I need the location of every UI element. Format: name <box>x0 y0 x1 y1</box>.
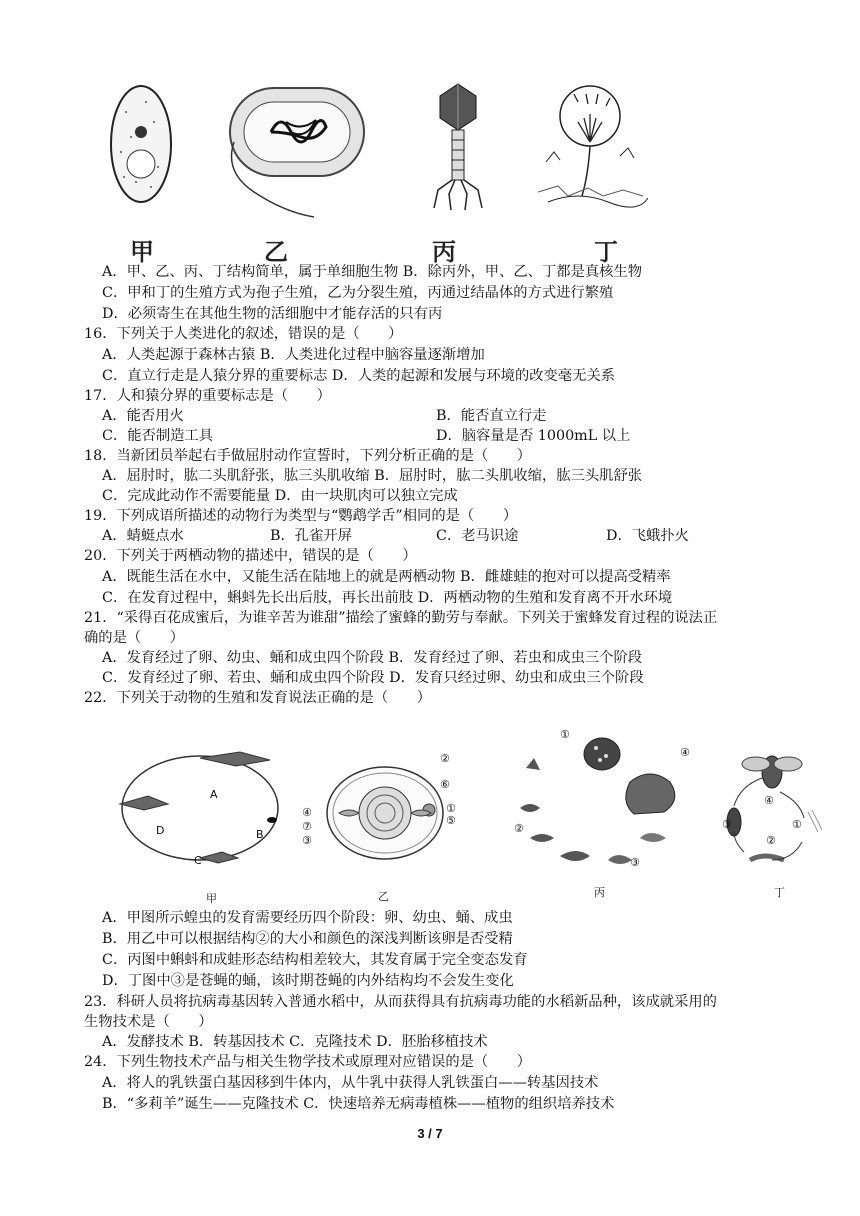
jia-mark-d: D <box>156 824 165 837</box>
q17-option-a: A．能否用火 <box>102 408 184 424</box>
q15-option-c: C．甲和丁的生殖方式为孢子生殖，乙为分裂生殖，丙通过结晶体的方式进行繁殖 <box>102 285 614 301</box>
q21-stem-line2: 确的是（ ） <box>84 630 185 646</box>
ding-mark-3: ③ <box>722 818 732 831</box>
development-figure <box>100 718 830 905</box>
q22-option-d: D．丁图中③是苍蝇的蛹，该时期苍蝇的内外结构均不会发生变化 <box>102 973 514 989</box>
ding-mark-2: ② <box>766 834 776 847</box>
q18-stem: 18．当新团员举起右手做屈肘动作宣誓时，下列分析正确的是（ ） <box>84 448 532 464</box>
q18-option-ab: A．屈肘时，肱二头肌舒张，肱三头肌收缩 B．屈肘时，肱二头肌收缩，肱三头肌舒张 <box>102 468 643 484</box>
q23-options: A．发酵技术 B．转基因技术 C．克隆技术 D．胚胎移植技术 <box>102 1034 488 1050</box>
yi-mark-1: ① <box>446 802 456 815</box>
q21-stem-line1: 21．“采得百花成蜜后，为谁辛苦为谁甜”描绘了蜜蜂的勤劳与奉献。下列关于蜜蜂发育过程的说法正 <box>84 610 718 626</box>
figure-mid-label-jia: 甲 <box>206 892 217 905</box>
q21-option-ab: A．发育经过了卵、幼虫、蛹和成虫四个阶段 B．发育经过了卵、若虫和成虫三个阶段 <box>102 650 643 666</box>
figure-mid-label-bing: 丙 <box>594 886 605 899</box>
figure-label-bing: 丙 <box>432 238 456 266</box>
bing-mark-1: ① <box>560 728 570 741</box>
q22-stem: 22．下列关于动物的生殖和发育说法正确的是（ ） <box>84 690 432 706</box>
q21-option-cd: C．发育经过了卵、若虫、蛹和成虫四个阶段 D．发育只经过卵、幼虫和成虫三个阶段 <box>102 670 644 686</box>
q19-option-d: D．飞蛾扑火 <box>606 528 689 544</box>
yeast-cell-illustration <box>106 82 176 212</box>
microorganism-figure <box>88 82 768 266</box>
ding-mark-4: ④ <box>764 794 774 807</box>
q19-option-b: B．孔雀开屏 <box>270 528 352 544</box>
q18-option-cd: C．完成此动作不需要能量 D．由一块肌肉可以独立完成 <box>102 488 458 504</box>
figure-label-jia: 甲 <box>130 238 154 266</box>
q23-stem-line1: 23．科研人员将抗病毒基因转入普通水稻中，从而获得具有抗病毒功能的水稻新品种，该成就采用的 <box>84 994 717 1010</box>
yi-mark-3: ③ <box>302 834 312 847</box>
bing-mark-4: ④ <box>680 746 690 759</box>
q24-option-a: A．将人的乳铁蛋白基因移到牛体内，从牛乳中获得人乳铁蛋白——转基因技术 <box>102 1075 599 1091</box>
q24-stem: 24．下列生物技术产品与相关生物学技术或原理对应错误的是（ ） <box>84 1054 532 1070</box>
q16-stem: 16．下列关于人类进化的叙述，错误的是（ ） <box>84 326 403 342</box>
yi-mark-5: ⑤ <box>446 814 456 827</box>
q20-option-cd: C．在发育过程中，蝌蚪先长出后肢，再长出前肢 D．两栖动物的生殖和发育离不开水环境 <box>102 590 673 606</box>
yi-mark-4: ④ <box>302 806 312 819</box>
figure-mid-label-ding: 丁 <box>774 886 785 899</box>
mold-illustration <box>538 82 648 212</box>
jia-mark-c: C <box>194 854 202 867</box>
figure-label-ding: 丁 <box>594 238 618 266</box>
q19-option-c: C．老马识途 <box>436 528 519 544</box>
q19-option-a: A．蜻蜓点水 <box>102 528 184 544</box>
figure-mid-label-yi: 乙 <box>378 890 389 903</box>
q17-stem: 17．人和猿分界的重要标志是（ ） <box>84 388 331 404</box>
q17-option-c: C．能否制造工具 <box>102 428 214 444</box>
q19-stem: 19．下列成语所描述的动物行为类型与“鹦鹉学舌”相同的是（ ） <box>84 508 518 524</box>
q17-option-d: D．脑容量是否 1000mL 以上 <box>436 428 631 444</box>
yi-mark-2: ② <box>440 752 450 765</box>
bird-egg-diagram <box>300 758 470 868</box>
q24-option-bc: B．“多莉羊”诞生——克隆技术 C．快速培养无病毒植株——植物的组织培养技术 <box>102 1096 615 1112</box>
fly-cycle-diagram <box>720 732 830 872</box>
yi-mark-7: ⑦ <box>302 820 312 833</box>
jia-mark-a: A <box>210 788 218 801</box>
q15-option-ab: A．甲、乙、丙、丁结构简单，属于单细胞生物 B．除丙外，甲、乙、丁都是真核生物 <box>102 264 643 280</box>
jia-mark-b: B <box>256 828 264 841</box>
q22-option-b: B．用乙中可以根据结构②的大小和颜色的深浅判断该卵是否受精 <box>102 931 513 947</box>
q16-option-ab: A．人类起源于森林古猿 B．人类进化过程中脑容量逐渐增加 <box>102 347 485 363</box>
q20-option-ab: A．既能生活在水中，又能生活在陆地上的就是两栖动物 B．雌雄蛙的抱对可以提高受精率 <box>102 569 671 585</box>
frog-cycle-diagram <box>510 728 700 878</box>
page-number: 3 / 7 <box>417 1126 443 1141</box>
bacteriophage-illustration <box>428 82 488 212</box>
q16-option-cd: C．直立行走是人猿分界的重要标志 D．人类的起源和发展与环境的改变毫无关系 <box>102 368 616 384</box>
q15-option-d: D．必须寄生在其他生物的活细胞中才能存活的只有丙 <box>102 306 443 322</box>
bacterium-illustration <box>226 82 368 222</box>
q17-option-b: B．能否直立行走 <box>436 408 547 424</box>
figure-label-yi: 乙 <box>264 238 288 266</box>
ding-mark-1: ① <box>792 818 802 831</box>
q20-stem: 20．下列关于两栖动物的描述中，错误的是（ ） <box>84 548 417 564</box>
q23-stem-line2: 生物技术是（ ） <box>84 1014 213 1030</box>
q22-option-c: C．丙图中蝌蚪和成蛙形态结构相差较大，其发育属于完全变态发育 <box>102 952 528 968</box>
q22-option-a: A．甲图所示蝗虫的发育需要经历四个阶段：卵、幼虫、蛹、成虫 <box>102 910 513 926</box>
yi-mark-6: ⑥ <box>440 778 450 791</box>
bing-mark-2: ② <box>514 822 524 835</box>
bing-mark-3: ③ <box>630 856 640 869</box>
